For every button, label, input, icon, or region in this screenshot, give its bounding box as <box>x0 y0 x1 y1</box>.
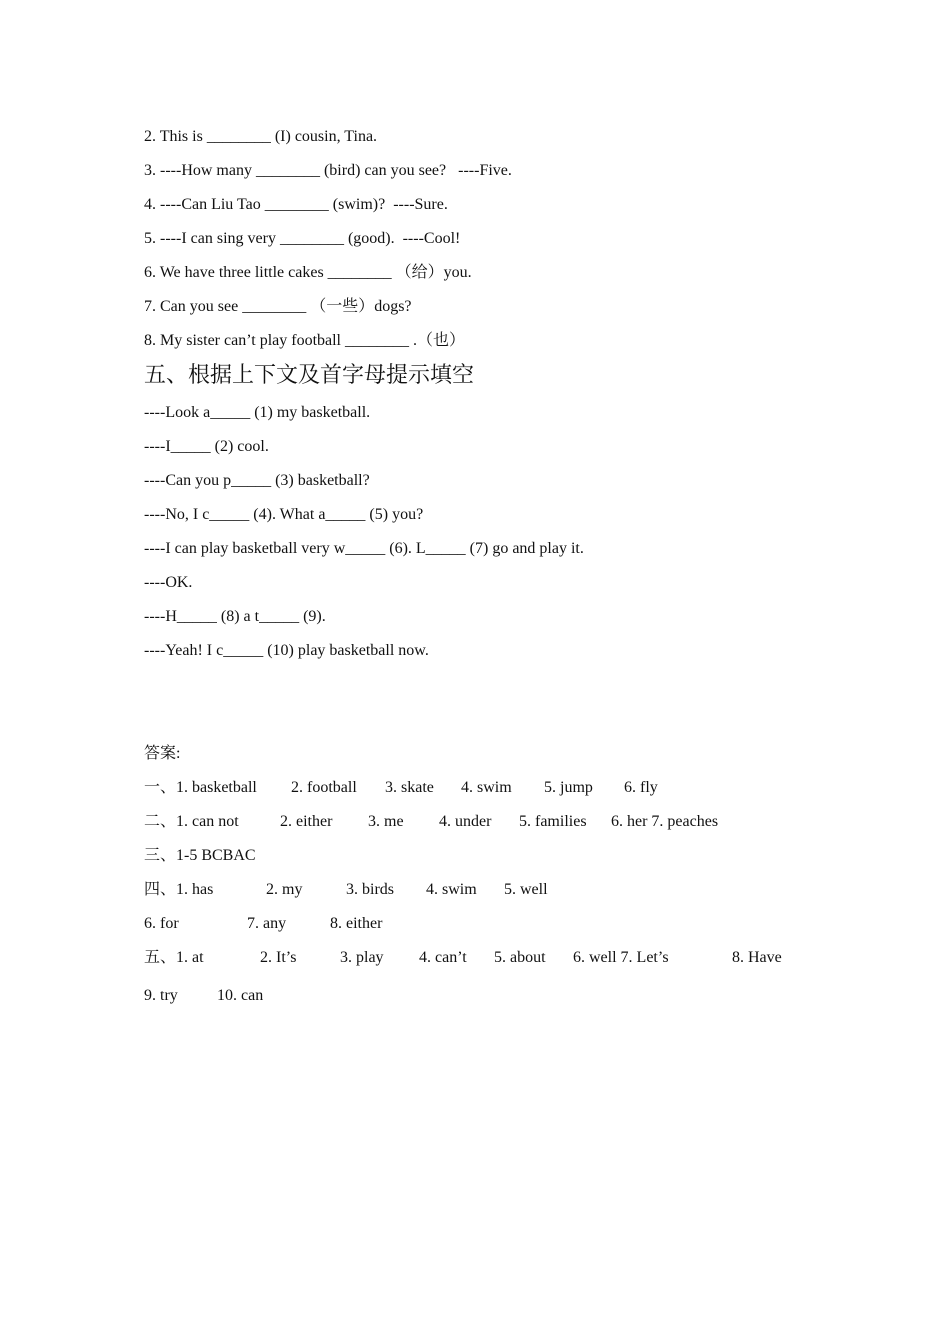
answer-6-6: 6. well 7. Let’s <box>573 949 669 966</box>
answer-1-1: 一、1. basketball <box>144 779 257 796</box>
answer-6-4: 4. can’t <box>419 949 467 966</box>
answer-6-2: 2. It’s <box>260 949 297 966</box>
answer-2-1: 二、1. can not <box>144 813 239 830</box>
dialogue-line-1: ----Look a_____ (1) my basketball. <box>144 404 371 421</box>
answer-2-2: 2. either <box>280 813 333 830</box>
answer-7-1: 9. try <box>144 987 178 1004</box>
answer-3-1: 三、1-5 BCBAC <box>144 847 256 864</box>
dialogue-line-3: ----Can you p_____ (3) basketball? <box>144 472 370 489</box>
dialogue-line-8: ----Yeah! I c_____ (10) play basketball now. <box>144 642 429 659</box>
answer-4-2: 2. my <box>266 881 303 898</box>
answer-2-3: 3. me <box>368 813 404 830</box>
dialogue-line-2: ----I_____ (2) cool. <box>144 438 269 455</box>
answer-1-5: 5. jump <box>544 779 593 796</box>
question-item-2: 2. This is ________ (I) cousin, Tina. <box>144 128 378 145</box>
question-item-5: 5. ----I can sing very ________ (good). ----Cool! <box>144 230 461 247</box>
answer-7-2: 10. can <box>217 987 264 1004</box>
answer-1-3: 3. skate <box>385 779 434 796</box>
dialogue-line-4: ----No, I c_____ (4). What a_____ (5) you? <box>144 506 424 523</box>
question-item-3: 3. ----How many ________ (bird) can you see? ----Five. <box>144 162 512 179</box>
answer-5-3: 8. either <box>330 915 383 932</box>
answer-6-7: 8. Have <box>732 949 782 966</box>
question-item-7: 7. Can you see ________ （一些）dogs? <box>144 298 412 315</box>
answer-4-5: 5. well <box>504 881 548 898</box>
answer-2-4: 4. under <box>439 813 492 830</box>
answer-1-4: 4. swim <box>461 779 512 796</box>
answer-5-2: 7. any <box>247 915 287 932</box>
question-item-6: 6. We have three little cakes ________ （给）you. <box>144 264 472 281</box>
answers-label: 答案: <box>144 745 181 762</box>
dialogue-line-5: ----I can play basketball very w_____ (6). L_____ (7) go and play it. <box>144 540 584 557</box>
answer-2-6: 6. her 7. peaches <box>611 813 719 830</box>
answer-1-6: 6. fly <box>624 779 658 796</box>
answer-6-1: 五、1. at <box>144 949 204 966</box>
answer-4-4: 4. swim <box>426 881 477 898</box>
dialogue-line-7: ----H_____ (8) a t_____ (9). <box>144 608 326 625</box>
answer-1-2: 2. football <box>291 779 357 796</box>
section-five-title: 五、根据上下文及首字母提示填空 <box>144 362 475 387</box>
answer-6-5: 5. about <box>494 949 546 966</box>
dialogue-line-6: ----OK. <box>144 574 193 591</box>
answer-6-3: 3. play <box>340 949 384 966</box>
answer-4-3: 3. birds <box>346 881 394 898</box>
answer-2-5: 5. families <box>519 813 587 830</box>
question-item-8: 8. My sister can’t play football ________ .（也） <box>144 332 466 349</box>
question-item-4: 4. ----Can Liu Tao ________ (swim)? ----Sure. <box>144 196 448 213</box>
answer-4-1: 四、1. has <box>144 881 214 898</box>
answer-5-1: 6. for <box>144 915 179 932</box>
